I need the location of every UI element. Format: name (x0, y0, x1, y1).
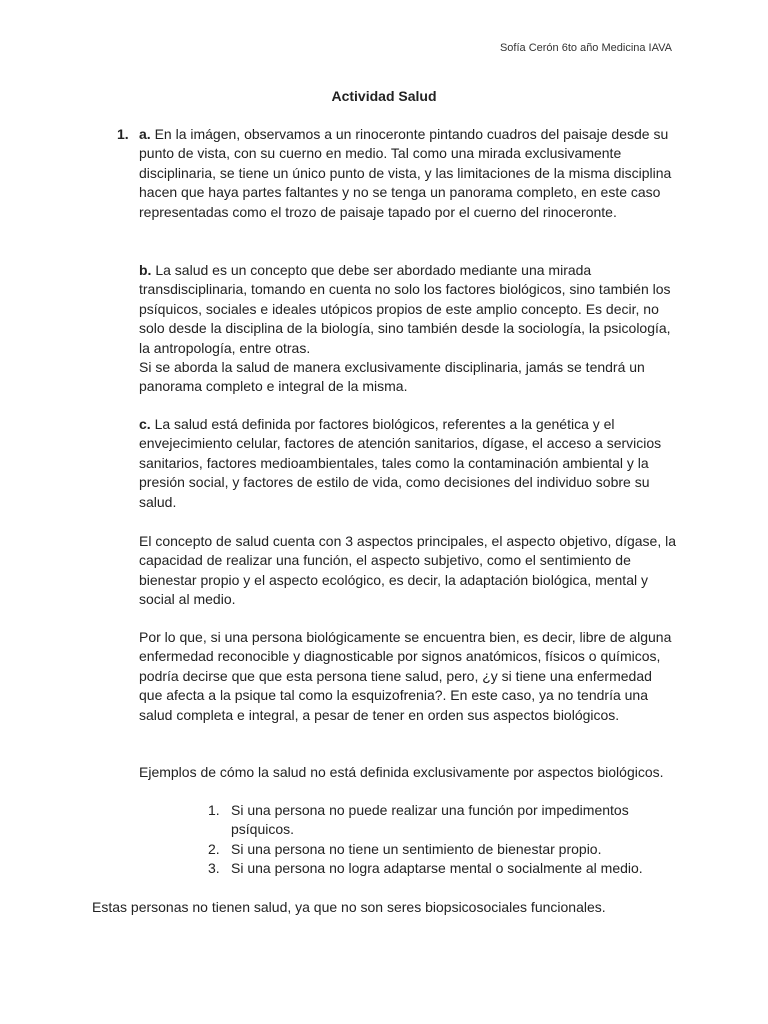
list-item-text: Si una persona no logra adaptarse mental o socialmente al medio. (231, 860, 643, 877)
concept-paragraph (139, 532, 679, 610)
part-a-lead: a. (139, 126, 151, 142)
document-title: Actividad Salud (331, 88, 437, 104)
part-c-text: La salud está definida por factores biológicos, referentes a la genética y el envejecimiento celular, factores de atención sanitarios, dígase, el acceso a servicios sanitarios, factores medioambientales, tales como la contaminación ambiental y la presión social, y factores de estilo de vida, como decisiones del individuo sobre su salud. (139, 416, 662, 510)
item-number: 1. (117, 126, 129, 142)
part-c-paragraph (139, 415, 679, 512)
list-item-number: 2. (208, 840, 220, 857)
part-b-lead: b. (139, 262, 152, 278)
examples-intro-text: Ejemplos de cómo la salud no está definida exclusivamente por aspectos biológicos. (139, 764, 664, 780)
list-item (208, 859, 678, 878)
list-item-text: Si una persona no puede realizar una función por impedimentos psíquicos. (231, 802, 629, 838)
part-b-text-2: Si se aborda la salud de manera exclusivamente disciplinaria, jamás se tendrá un panorama completo e integral de la misma. (139, 359, 645, 395)
por-lo-que-text: Por lo que, si una persona biológicamente se encuentra bien, es decir, libre de alguna enfermedad reconocible y diagnosticable por signos anatómicos, físicos o químicos, podría decirse que que esta persona tiene salud, pero, ¿y si tiene una enfermedad que afecta a la psique tal como la esquizofrenia?. En este caso, ya no tendría una salud completa e integral, a pesar de tener en orden sus aspectos biológicos. (139, 629, 672, 723)
part-c-lead: c. (139, 416, 151, 432)
part-a-paragraph (139, 125, 679, 222)
concept-text: El concepto de salud cuenta con 3 aspectos principales, el aspecto objetivo, dígase, la capacidad de realizar una función, el aspecto subjetivo, como el sentimiento de bienestar propio y el aspecto ecológico, es decir, la adaptación biológica, mental y social al medio. (139, 533, 677, 608)
list-item-number: 1. (208, 802, 220, 818)
examples-list (208, 801, 678, 879)
part-b-text: La salud es un concepto que debe ser abordado mediante una mirada transdisciplinaria, tomando en cuenta no solo los factores biológicos, sino también los psíquicos, sociales e ideales utópicos propios de este amplio concepto. Es decir, no solo desde la disciplina de la biología, sino también desde la sociología, la psicología, la antropología, entre otras. (139, 262, 671, 356)
part-b-paragraph (139, 261, 679, 397)
por-lo-que-paragraph (139, 628, 679, 725)
part-a-text: En la imágen, observamos a un rinoceronte pintando cuadros del paisaje desde su punto de vista, con su cuerno en medio. Tal como una mirada exclusivamente disciplinaria, se tiene un único punto de vista, y las limitaciones de la misma disciplina hacen que haya partes faltantes y no se tenga un panorama completo, en este caso representadas como el trozo de paisaje tapado por el cuerno del rinoceronte. (139, 126, 672, 220)
list-item-text: Si una persona no tiene un sentimiento de bienestar propio. (231, 840, 602, 857)
author-header: Sofía Cerón 6to año Medicina IAVA (499, 42, 672, 54)
examples-intro-paragraph (139, 763, 679, 782)
list-item (208, 801, 678, 840)
list-item-number: 3. (208, 860, 220, 877)
closing-sentence: Estas personas no tienen salud, ya que no son seres biopsicosociales funcionales. (92, 899, 606, 915)
list-item (208, 840, 678, 859)
